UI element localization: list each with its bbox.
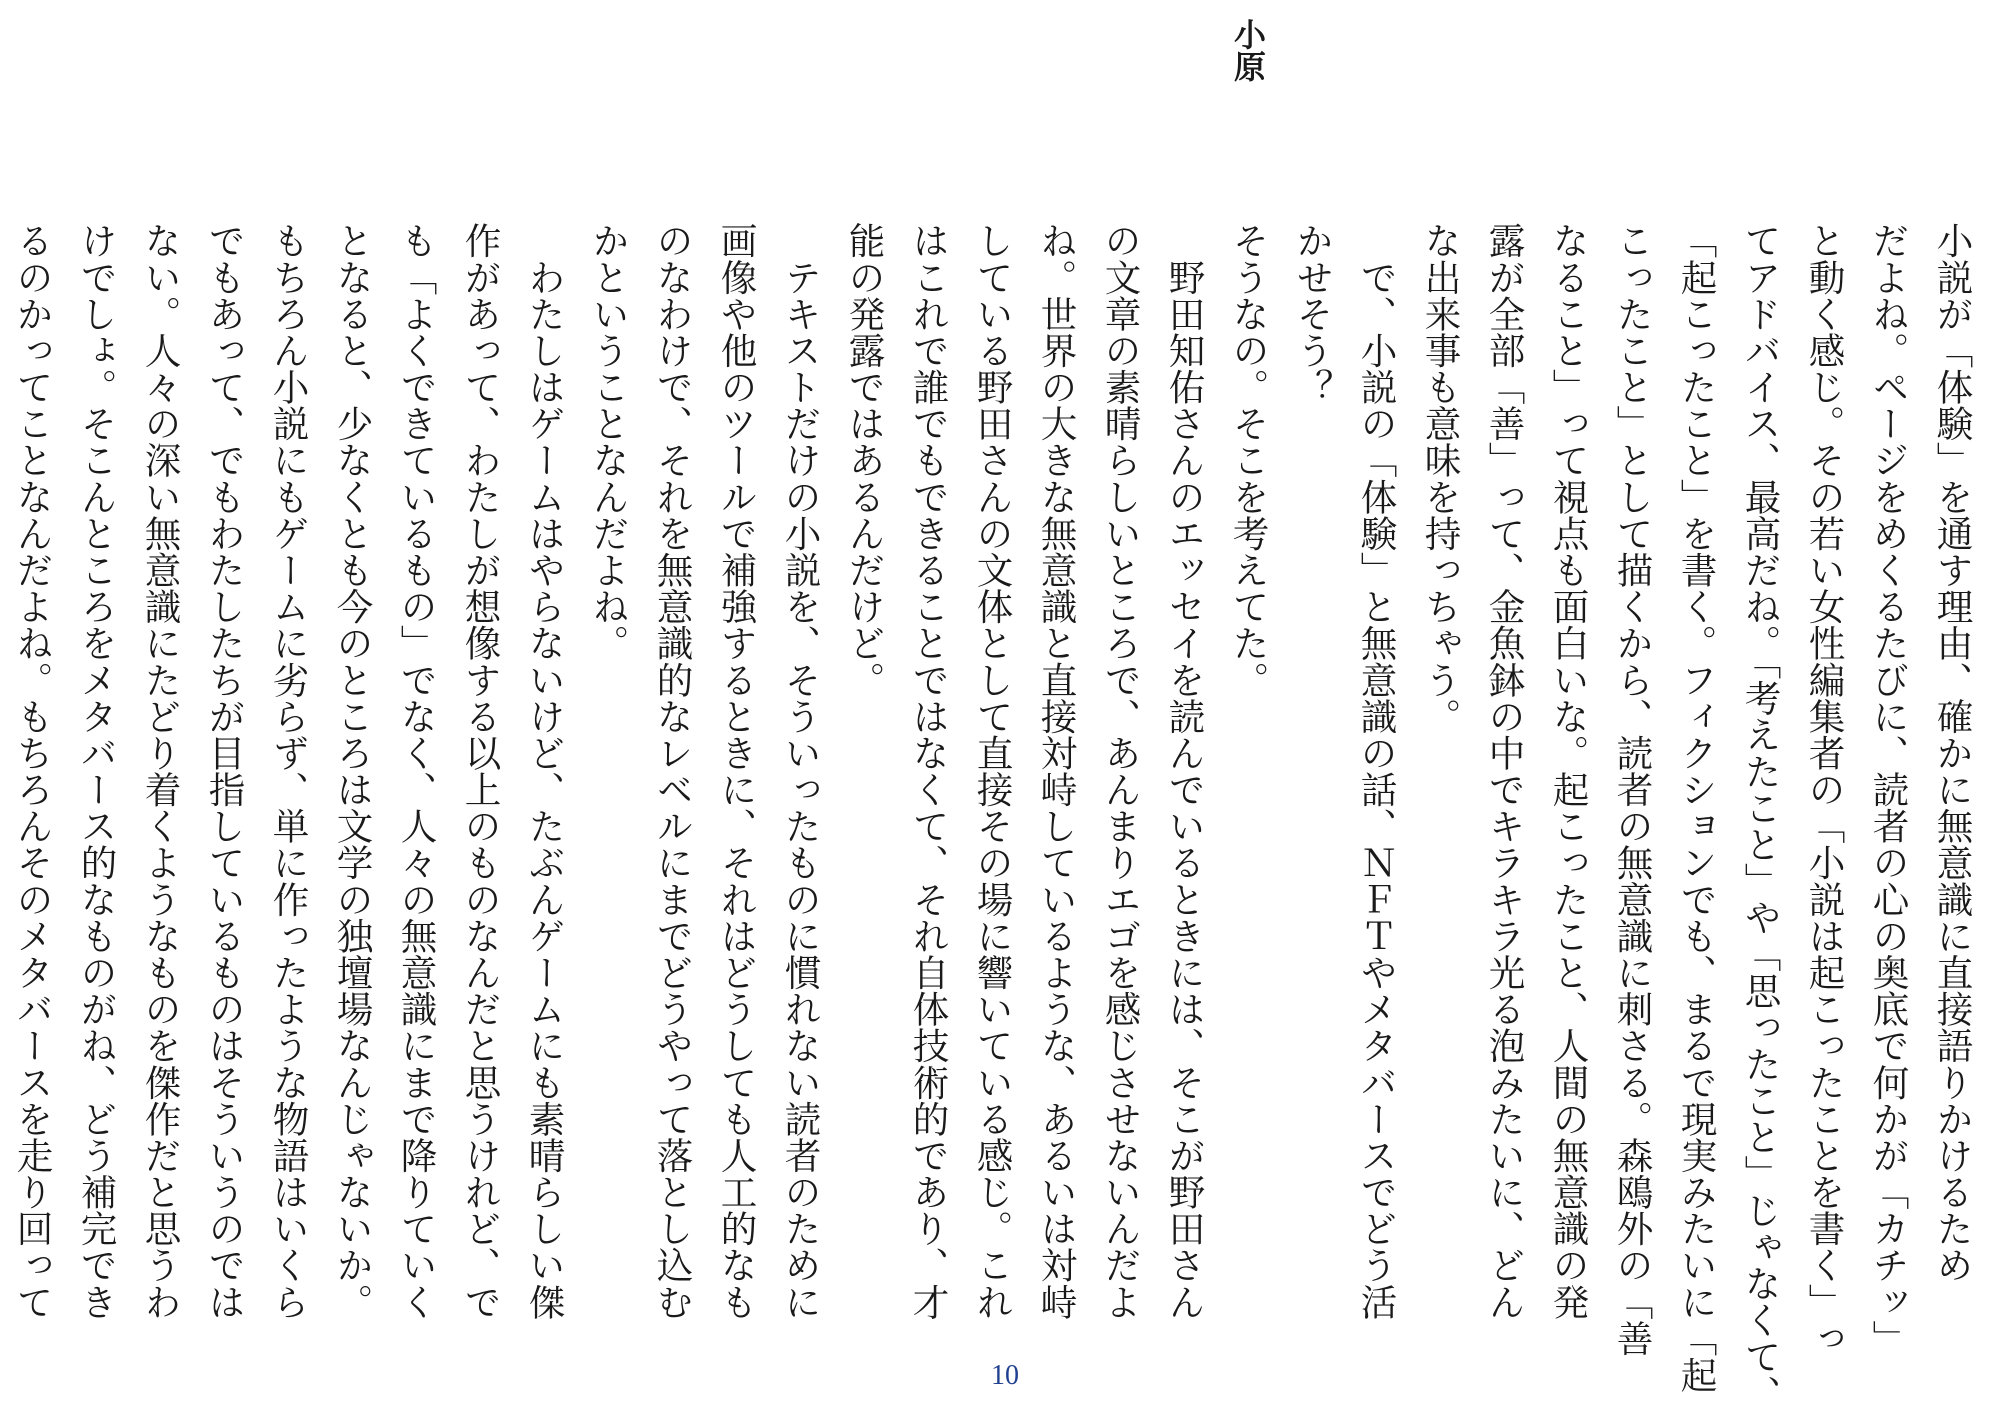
text-column: 露が全部「善」って、金魚鉢の中でキラキラ光る泡みたいに、どん — [1483, 222, 1526, 1320]
page-number: 10 — [991, 1360, 1019, 1391]
text-column: ね。世界の大きな無意識と直接対峙しているような、あるいは対峙 — [1035, 222, 1078, 1320]
text-column: けでしょ。そこんところをメタバース的なものがね、どう補完でき — [75, 222, 118, 1320]
text-column: るのかってことなんだよね。もちろんそのメタバースを走り回って — [11, 222, 54, 1320]
text-column: かということなんだよね。 — [587, 222, 630, 662]
text-column: でもあって、でもわたしたちが目指しているものはそういうのでは — [203, 222, 246, 1320]
text-column: 能の発露ではあるんだけど。 — [843, 222, 886, 698]
text-column: と動く感じ。その若い女性編集者の「小説は起こったことを書く」っ — [1803, 222, 1846, 1357]
text-column: だよね。ページをめくるたびに、読者の心の奥底で何かが「カチッ」 — [1867, 222, 1910, 1357]
text-column: 野田知佑さんのエッセイを読んでいるときには、そこが野田さん — [1163, 222, 1206, 1320]
speaker-name: 小原 — [1229, 18, 1267, 82]
text-column: も「よくできているもの」でなく、人々の無意識にまで降りていく — [395, 222, 438, 1320]
text-column: はこれで誰でもできることではなくて、それ自体技術的であり、才 — [907, 222, 950, 1320]
text-column: ない。人々の深い無意識にたどり着くようなものを傑作だと思うわ — [139, 222, 182, 1320]
text-column: な出来事も意味を持っちゃう。 — [1419, 222, 1462, 735]
text-column: のなわけで、それを無意識的なレベルにまでどうやって落とし込む — [651, 222, 694, 1320]
text-column: している野田さんの文体として直接その場に響いている感じ。これ — [971, 222, 1014, 1320]
text-column: 画像や他のツールで補強するときに、それはどうしても人工的なも — [715, 222, 758, 1320]
text-column: そうなの。そこを考えてた。 — [1227, 222, 1270, 698]
text-column: で、小説の「体験」と無意識の話、ＮＦＴやメタバースでどう活 — [1355, 222, 1398, 1320]
text-column: もちろん小説にもゲームに劣らず、単に作ったような物語はいくら — [267, 222, 310, 1320]
text-column: 作があって、わたしが想像する以上のものなんだと思うけれど、で — [459, 222, 502, 1320]
text-column: てアドバイス、最高だね。「考えたこと」や「思ったこと」じゃなくて、 — [1739, 222, 1782, 1411]
text-column: 「起こったこと」を書く。フィクションでも、まるで現実みたいに「起 — [1675, 222, 1718, 1393]
text-column: なること」って視点も面白いな。起こったこと、人間の無意識の発 — [1547, 222, 1590, 1320]
text-column: 小説が「体験」を通す理由、確かに無意識に直接語りかけるため — [1931, 222, 1974, 1284]
text-column: わたしはゲームはやらないけど、たぶんゲームにも素晴らしい傑 — [523, 222, 566, 1320]
text-column: の文章の素晴らしいところで、あんまりエゴを感じさせないんだよ — [1099, 222, 1142, 1320]
text-column: こったこと」として描くから、読者の無意識に刺さる。森鴎外の「善 — [1611, 222, 1654, 1357]
text-column: テキストだけの小説を、そういったものに慣れない読者のために — [779, 222, 822, 1320]
text-column: かせそう？ — [1291, 222, 1334, 405]
text-column: となると、少なくとも今のところは文学の独壇場なんじゃないか。 — [331, 222, 374, 1320]
